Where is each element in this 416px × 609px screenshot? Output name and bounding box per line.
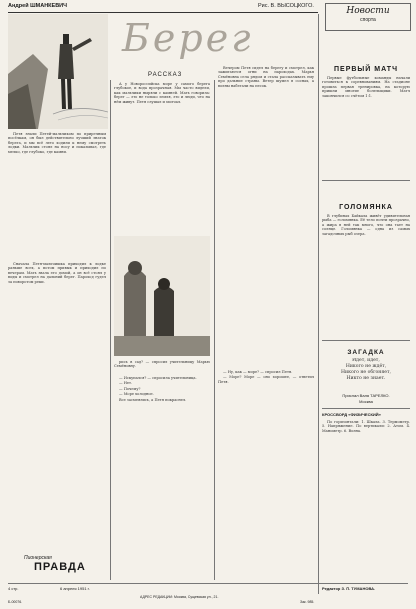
story-column-right [218,66,314,366]
caption-text: рись в сад? — спросил учительницу Марью Семёновну. [114,360,210,369]
riddle-line: Идёт, идёт, [352,358,380,363]
dialogue-block [114,376,210,582]
story-paragraph: — Ну, как — море? — спросил Петя. [223,370,293,374]
teacher-and-boy-illustration [114,236,210,356]
section-rule [322,180,410,181]
first-match-heading: ПЕРВЫЙ МАТЧ [334,66,398,73]
boy-on-cliff-illustration [8,14,108,129]
editor-credit: Редактор З. П. ТУМАНОВА. [322,586,376,591]
story-genre-label: РАССКАЗ [148,72,183,78]
illustrator-credit: Рис. В. ВЫСОЦКОГО. [258,3,314,9]
riddle-author: Прислал Валя ТАРЕЛКО. [342,393,390,398]
crossword-text [322,420,410,560]
issue-date: 6 апреля 1951 г. [60,586,90,591]
dialogue-line: — Нет. [119,381,133,386]
article-paragraph: По горизонтали: 1. Шкала. 3. Термометр. 5. Напряжение. По вертикали: 2. Атом. 4. Манометр. 6. Волна. [322,420,410,433]
golomyanka-article [322,214,410,334]
story-title: Берег [122,16,254,60]
caption-line [114,360,210,374]
story-column-right-end [218,370,314,570]
dialogue-line: Все засмеялись, а Петя покраснел. [119,397,187,402]
author-name: Андрей ШМАНКЕВИЧ [8,3,67,9]
dialogue-line: — Искупался? — спросила учительница. [119,376,197,380]
story-column-left [8,262,106,582]
story-paragraph: А у Новороссийска море у самого берега глубокое, и вода прозрачная. Мы часто видели, как мальчики ныряли с камней. Мать говорила: берег — это не только земля, это и люди, что на нём живут. Петя слушал и молчал. [114,82,210,104]
top-rule [8,12,318,13]
riddle-verse [322,358,410,390]
dialogue-line: — Море холодное. [119,392,154,397]
article-paragraph: Первые футбольные команды начали готовиться к соревнованиям. На стадионе прошла первая тренировка, на которую пришли многие болельщики. Матч закончился со счётом 1:1. [322,76,410,98]
article-paragraph: В глубинах Байкала живёт удивительная рыба — голомянка. Её тело почти прозрачно, а жира в ней так много, что она тает на солнце. Голомянка — одна из самых загадочных рыб озера. [322,214,410,236]
publisher-address: АДРЕС РЕДАКЦИИ: Москва, Сущевская ул., 21. [140,595,219,599]
story-paragraph: — Море? Море — оно хорошее, — ответил Петя. [218,375,314,384]
story-column-left-lead [8,132,106,258]
column-divider [214,80,215,580]
story-column-middle [114,82,210,232]
story-paragraph: Сначала Петя-мальчишка приходил к лодке раньше всех, а потом привык и приходил по вечерам. Мать звала его домой, а он всё стоял у воды и смотрел на дальний берег. Пароход гудел за поворотом реки. [8,262,106,284]
brand-name: ПРАВДА [34,561,86,573]
story-paragraph: Петя знали Петей-мальчиком по приречным посёлкам, он был действительно лучший знаток берега, и мы всё лето ходили к нему смотреть лодки. Мальчик стоял на носу и показывал, где мелко, где глубоко, где камни. [8,132,106,154]
footer-rule [8,583,408,584]
riddle-line: Никого не обгоняет, [341,370,391,375]
section-rule [322,408,410,409]
section-rule [322,340,410,341]
golomyanka-heading: ГОЛОМЯНКА [339,204,393,211]
page-number: 4 стр. [8,586,19,591]
sports-news-masthead [325,3,411,31]
masthead-subtitle: спорта [360,17,376,23]
riddle-line: Никто не знает. [346,376,386,381]
masthead-title: Новости [346,6,390,16]
order-number: Зак. 985. [300,600,315,604]
story-paragraph: Вечером Петя сидел на берегу и смотрел, как зажигаются огни на пароходах. Марья Семёновна села рядом и стала рассказывать ему про дальние страны. Ветер шумел в соснах, а волны набегали на песок. [218,66,314,88]
riddle-line: Никого не ждёт, [345,364,387,369]
crossword-heading: КРОССВОРД «ФИЗИЧЕСКИЙ» [322,412,381,417]
sidebar-divider [318,14,319,594]
brand-top: Пионерская [24,555,52,561]
riddle-place: Москва [359,399,373,404]
print-code: Б-00076. [8,600,23,604]
riddle-heading: ЗАГАДКА [347,349,385,356]
first-match-article [322,76,410,176]
dialogue-line: — Почему? [119,386,141,391]
column-divider [110,80,111,580]
